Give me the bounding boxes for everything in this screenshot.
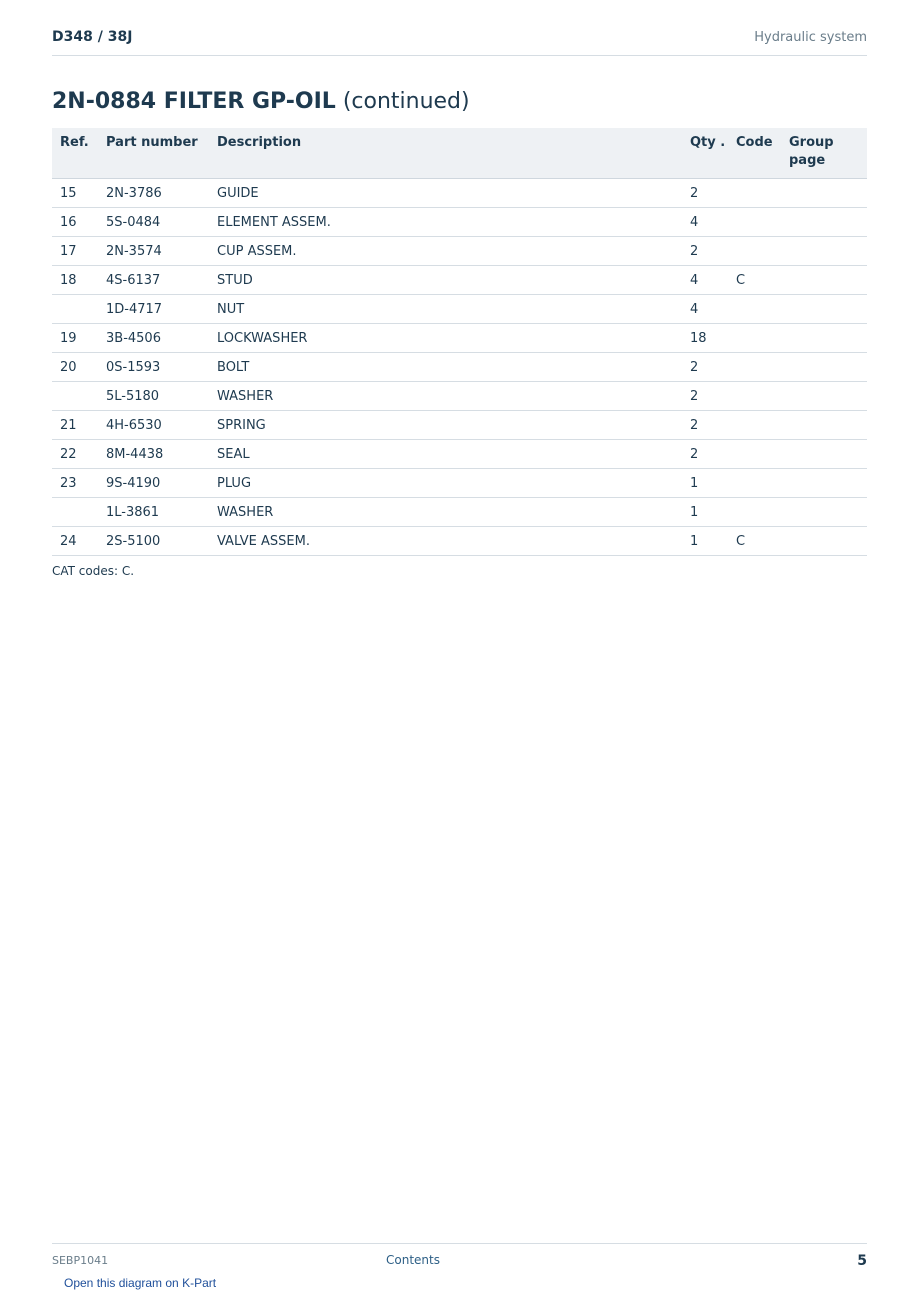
- parts-table: [52, 128, 867, 556]
- parts-table-body: [52, 179, 867, 556]
- cell-code: [728, 353, 781, 382]
- table-row: [52, 295, 867, 324]
- title-suffix: (continued): [342, 89, 470, 114]
- cell-qty: 18: [682, 324, 728, 353]
- cell-qty: 2: [682, 179, 728, 208]
- cell-code: [728, 295, 781, 324]
- cell-group-page: [781, 353, 867, 382]
- cell-code: [728, 382, 781, 411]
- model-label: D348 / 38J: [52, 29, 133, 45]
- table-row: [52, 440, 867, 469]
- cell-qty: 2: [682, 353, 728, 382]
- cell-ref: 17: [52, 237, 98, 266]
- cell-code: [728, 440, 781, 469]
- cell-code: [728, 498, 781, 527]
- table-row: [52, 353, 867, 382]
- cell-part-number: 0S-1593: [98, 353, 209, 382]
- cell-part-number: 5L-5180: [98, 382, 209, 411]
- cell-code: [728, 179, 781, 208]
- col-header-group-page: Group page: [781, 128, 867, 179]
- cell-part-number: 2N-3786: [98, 179, 209, 208]
- cell-code: [728, 237, 781, 266]
- cell-qty: 2: [682, 237, 728, 266]
- cell-ref: 16: [52, 208, 98, 237]
- cell-group-page: [781, 469, 867, 498]
- cat-codes-note: CAT codes: C.: [52, 564, 135, 578]
- cell-description: SPRING: [209, 411, 682, 440]
- cell-ref: 15: [52, 179, 98, 208]
- cell-code: [728, 469, 781, 498]
- cell-part-number: 1L-3861: [98, 498, 209, 527]
- cell-qty: 1: [682, 527, 728, 556]
- cell-description: BOLT: [209, 353, 682, 382]
- page-footer: [52, 1243, 867, 1274]
- col-header-qty: Qty .: [682, 128, 728, 179]
- cell-ref: 18: [52, 266, 98, 295]
- table-row: [52, 266, 867, 295]
- cell-qty: 4: [682, 266, 728, 295]
- cell-qty: 1: [682, 498, 728, 527]
- contents-link[interactable]: Contents: [386, 1253, 440, 1267]
- cell-description: ELEMENT ASSEM.: [209, 208, 682, 237]
- table-row: [52, 498, 867, 527]
- cell-group-page: [781, 411, 867, 440]
- cell-part-number: 5S-0484: [98, 208, 209, 237]
- cell-ref: 23: [52, 469, 98, 498]
- cell-part-number: 9S-4190: [98, 469, 209, 498]
- page-title: [52, 89, 470, 114]
- cell-part-number: 3B-4506: [98, 324, 209, 353]
- cell-group-page: [781, 208, 867, 237]
- cell-ref: 20: [52, 353, 98, 382]
- cell-qty: 2: [682, 440, 728, 469]
- table-row: [52, 382, 867, 411]
- title-part-number: 2N-0884 FILTER GP-OIL: [52, 89, 336, 114]
- cell-qty: 1: [682, 469, 728, 498]
- cell-group-page: [781, 498, 867, 527]
- col-header-code: Code: [728, 128, 781, 179]
- cell-description: SEAL: [209, 440, 682, 469]
- cell-description: VALVE ASSEM.: [209, 527, 682, 556]
- cell-code: [728, 324, 781, 353]
- table-row: [52, 237, 867, 266]
- cell-part-number: 1D-4717: [98, 295, 209, 324]
- cell-code: [728, 208, 781, 237]
- cell-ref: 19: [52, 324, 98, 353]
- cell-description: STUD: [209, 266, 682, 295]
- cell-description: WASHER: [209, 382, 682, 411]
- cell-qty: 4: [682, 295, 728, 324]
- cell-group-page: [781, 382, 867, 411]
- section-label: Hydraulic system: [754, 30, 867, 45]
- cell-group-page: [781, 179, 867, 208]
- cell-group-page: [781, 440, 867, 469]
- cell-description: CUP ASSEM.: [209, 237, 682, 266]
- cell-qty: 2: [682, 382, 728, 411]
- cell-group-page: [781, 295, 867, 324]
- open-in-kpart-link[interactable]: Open this diagram on K-Part: [64, 1276, 217, 1290]
- cell-code: [728, 411, 781, 440]
- table-row: [52, 411, 867, 440]
- cell-description: LOCKWASHER: [209, 324, 682, 353]
- cell-group-page: [781, 266, 867, 295]
- page-number: 5: [857, 1253, 867, 1269]
- cell-ref: 24: [52, 527, 98, 556]
- cell-description: GUIDE: [209, 179, 682, 208]
- col-header-ref: Ref.: [52, 128, 98, 179]
- cell-part-number: 4H-6530: [98, 411, 209, 440]
- col-header-description: Description: [209, 128, 682, 179]
- table-row: [52, 324, 867, 353]
- cell-ref: 21: [52, 411, 98, 440]
- cell-ref: 22: [52, 440, 98, 469]
- cell-ref: [52, 382, 98, 411]
- page-header: [52, 28, 867, 56]
- cell-qty: 2: [682, 411, 728, 440]
- table-row: [52, 469, 867, 498]
- cell-description: NUT: [209, 295, 682, 324]
- table-header-row: [52, 128, 867, 179]
- cell-code: C: [728, 266, 781, 295]
- document-id: SEBP1041: [52, 1254, 109, 1267]
- cell-part-number: 2S-5100: [98, 527, 209, 556]
- cell-qty: 4: [682, 208, 728, 237]
- col-header-part-number: Part number: [98, 128, 209, 179]
- cell-part-number: 8M-4438: [98, 440, 209, 469]
- table-row: [52, 208, 867, 237]
- cell-group-page: [781, 527, 867, 556]
- cell-description: WASHER: [209, 498, 682, 527]
- cell-part-number: 2N-3574: [98, 237, 209, 266]
- cell-description: PLUG: [209, 469, 682, 498]
- cell-group-page: [781, 324, 867, 353]
- table-row: [52, 527, 867, 556]
- cell-code: C: [728, 527, 781, 556]
- cell-part-number: 4S-6137: [98, 266, 209, 295]
- cell-ref: [52, 498, 98, 527]
- cell-group-page: [781, 237, 867, 266]
- table-row: [52, 179, 867, 208]
- cell-ref: [52, 295, 98, 324]
